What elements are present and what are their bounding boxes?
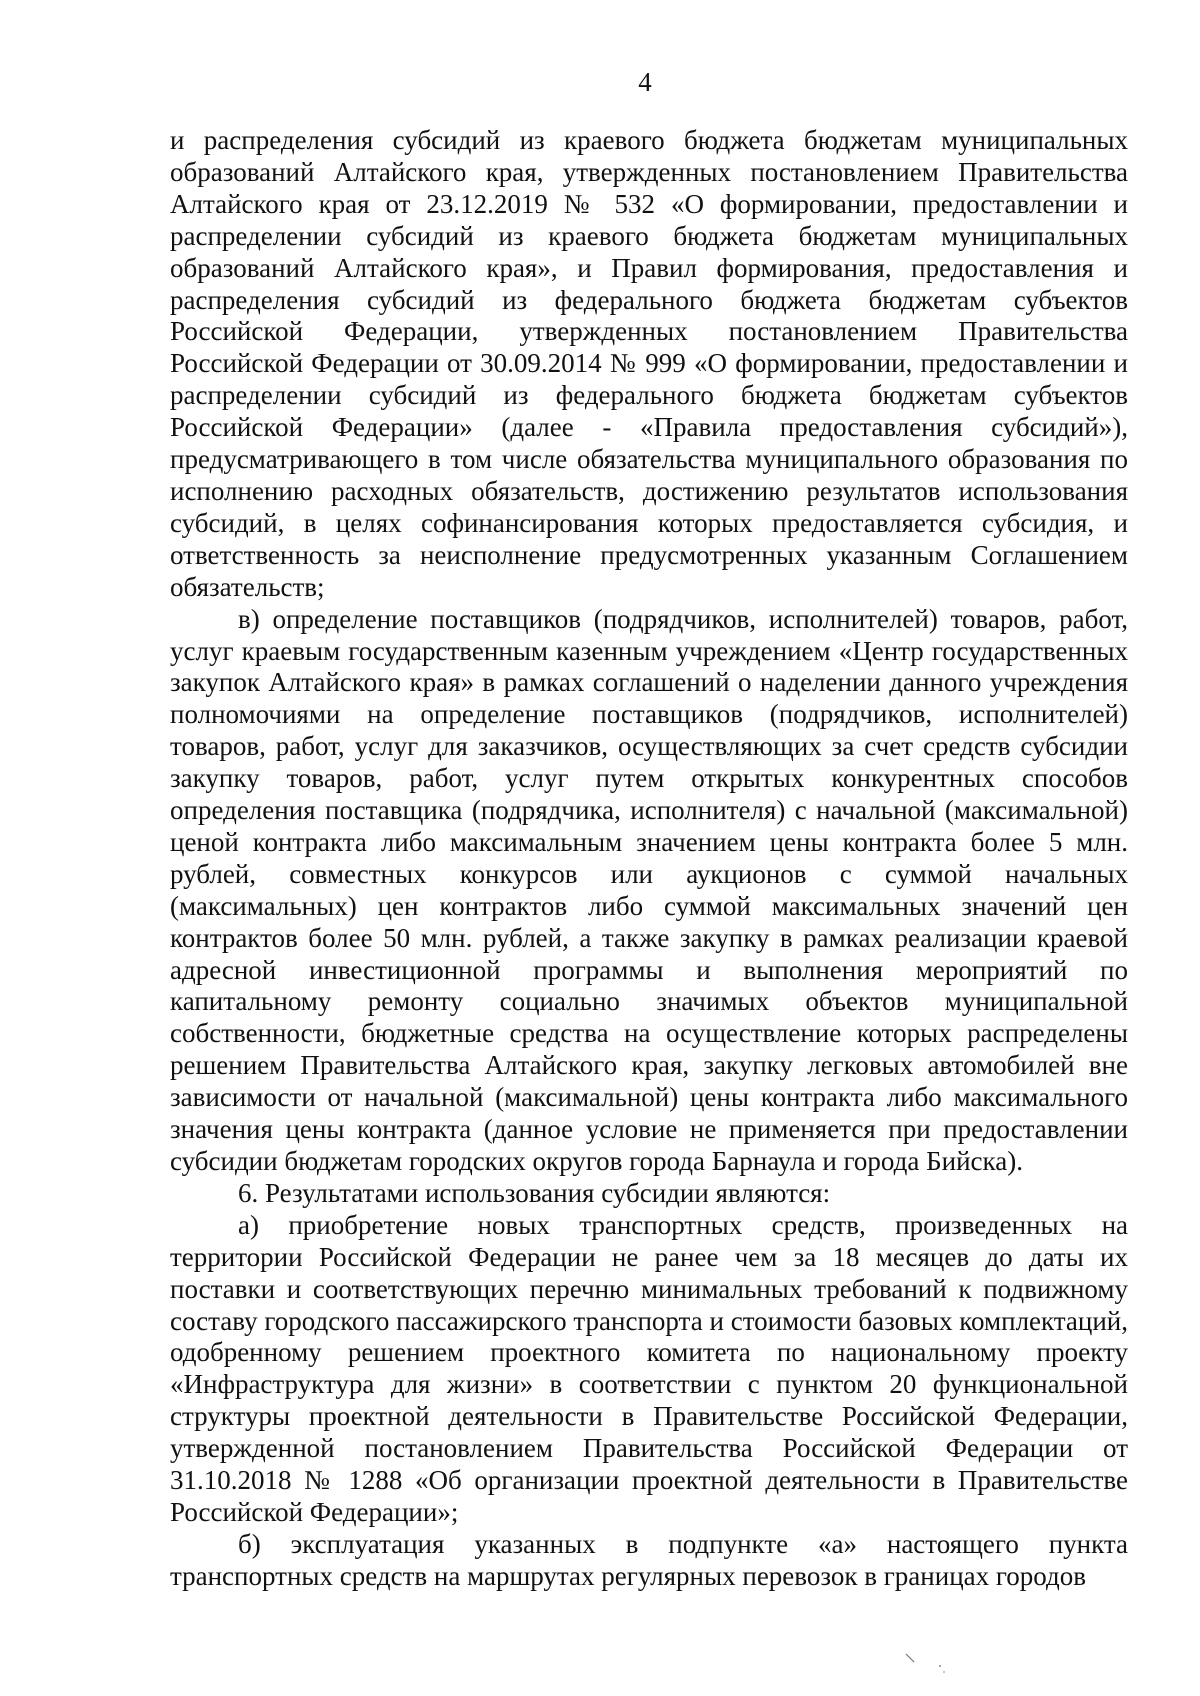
scan-specks <box>900 1650 960 1680</box>
paragraph-item-6: 6. Результатами использования субсидии являются: <box>238 1177 831 1208</box>
page-number: 4 <box>638 67 652 97</box>
document-body <box>170 125 1128 1593</box>
paragraph-continuation: и распределения субсидий из краевого бюджета бюджетам муниципальных образований Алтайского края, утвержденных постановлением Правительства Алтайского края от 23.12.2019 № 532 «О формировании, предоставлении и распределении субсидий из краевого бюджета бюджетам муниципальных образований Алтайского края», и Правил формирования, предоставления и распределения субсидий из федерального бюджета бюджетам субъектов Российской Федерации, утвержденных постановлением Правительства Российской Федерации от 30.09.2014 № 999 «О формировании, предоставлении и распределении субсидий из федерального бюджета бюджетам субъектов Российской Федерации» (далее - «Правила предоставления субсидий»), предусматривающего в том числе обязательства муниципального образования по исполнению расходных обязательств, достижению результатов использования субсидий, в целях софинансирования которых предоставляется субсидия, и ответственность за неисполнение предусмотренных указанным Соглашением обязательств; <box>170 125 1128 602</box>
paragraph-subitem-v: в) определение поставщиков (подрядчиков, исполнителей) товаров, работ, услуг краевым государственным казенным учреждением «Центр государственных закупок Алтайского края» в рамках соглашений о наделении данного учреждения полномочиями на определение поставщиков (подрядчиков, исполнителей) товаров, работ, услуг для заказчиков, осуществляющих за счет средств субсидии закупку товаров, работ, услуг путем открытых конкурентных способов определения поставщика (подрядчика, исполнителя) с начальной (максимальной) ценой контракта либо максимальным значением цены контракта более 5 млн. рублей, совместных конкурсов или аукционов с суммой начальных (максимальных) цен контрактов либо суммой максимальных значений цен контрактов более 50 млн. рублей, а также закупку в рамках реализации краевой адресной инвестиционной программы и выполнения мероприятий по капитальному ремонту социально значимых объектов муниципальной собственности, бюджетные средства на осуществление которых распределены решением Правительства Алтайского края, закупку легковых автомобилей вне зависимости от начальной (максимальной) цены контракта либо максимального значения цены контракта (данное условие не применяется при предоставлении субсидии бюджетам городских округов города Барнаула и города Бийска). <box>170 603 1128 1176</box>
paragraph-subitem-a: а) приобретение новых транспортных средств, произведенных на территории Российской Федерации не ранее чем за 18 месяцев до даты их поставки и соответствующих перечню минимальных требований к подвижному составу городского пассажирского транспорта и стоимости базовых комплектаций, одобренному решением проектного комитета по национальному проекту «Инфраструктура для жизни» в соответствии с пунктом 20 функциональной структуры проектной деятельности в Правительстве Российской Федерации, утвержденной постановлением Правительства Российской Федерации от 31.10.2018 № 1288 «Об организации проектной деятельности в Правительстве Российской Федерации»; <box>170 1209 1128 1527</box>
paragraph-subitem-b: б) эксплуатация указанных в подпункте «а» настоящего пункта транспортных средств на маршрутах регулярных перевозок в границах городов <box>170 1528 1128 1591</box>
